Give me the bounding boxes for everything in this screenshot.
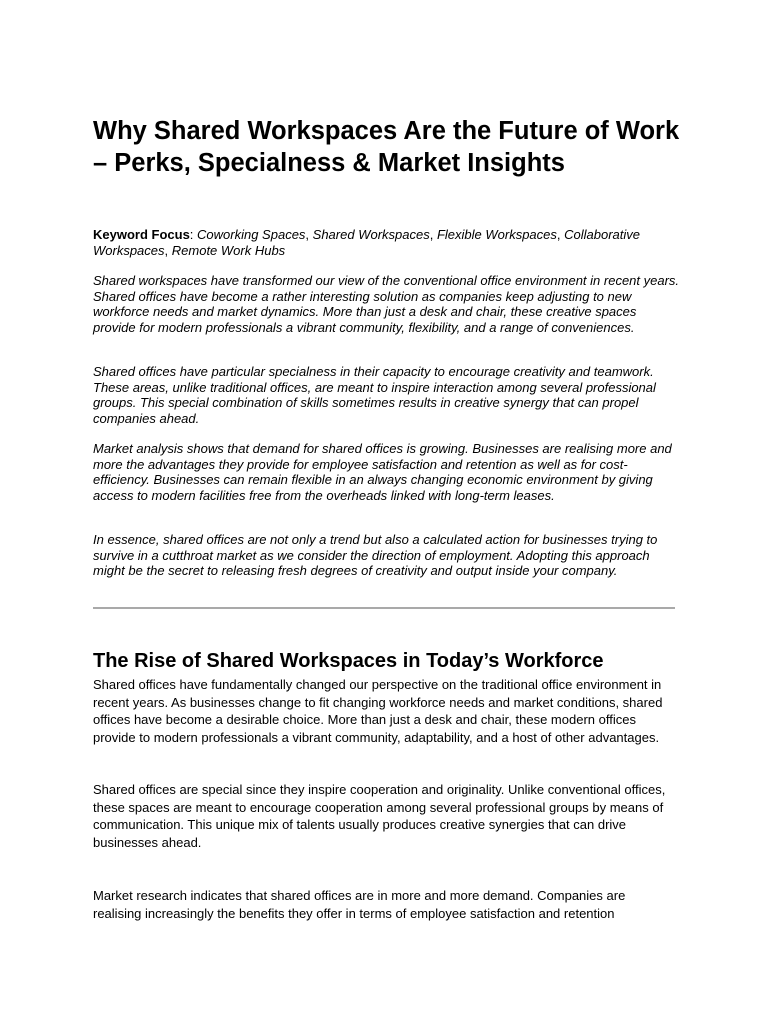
section-paragraph: Shared offices are special since they inspire cooperation and originality. Unlike conventional offices, these spaces are meant to encourage cooperation among several professional groups by means of communication. This unique mix of talents usually produces creative synergies that can drive businesses ahead. <box>93 782 666 850</box>
intro-paragraph: Market analysis shows that demand for shared offices is growing. Businesses are realising more and more the advantages they provide for employee satisfaction and retention as well as for cost-efficiency. Businesses can remain flexible in an always changing economic environment by giving access to modern facilities free from the overheads linked with long-term leases. <box>93 441 672 503</box>
intro-paragraph: In essence, shared offices are not only a trend but also a calculated action for businesses trying to survive in a cutthroat market as we consider the direction of employment. Adopting this approach might be the secret to releasing fresh degrees of creativity and output inside your company. <box>93 532 658 578</box>
keyword-focus: Keyword Focus: Coworking Spaces, Shared Workspaces, Flexible Workspaces, Collaborative Workspaces, Remote Work Hubs <box>93 227 640 258</box>
section-heading: The Rise of Shared Workspaces in Today’s Workforce <box>93 650 604 672</box>
intro-paragraph: Shared offices have particular specialness in their capacity to encourage creativity and teamwork. These areas, unlike traditional offices, are meant to inspire interaction among several professional groups. This special combination of skills sometimes results in creative synergy that can propel companies ahead. <box>93 364 656 426</box>
keyword-item: Remote Work Hubs <box>171 243 286 258</box>
section-paragraph: Shared offices have fundamentally changed our perspective on the traditional office environment in recent years. As businesses change to fit changing workforce needs and market conditions, shared offices have become a desirable choice. More than just a desk and chair, these modern offices provide to modern professionals a vibrant community, adaptability, and a host of other advantages. <box>93 677 663 745</box>
keyword-item: Shared Workspaces <box>312 227 430 242</box>
intro-paragraph: Shared workspaces have transformed our view of the conventional office environment in recent years. Shared offices have become a rather interesting solution as companies keep adjusting to new workforce needs and market dynamics. More than just a desk and chair, these creative spaces provide for modern professionals a vibrant community, flexibility, and a range of conveniences. <box>93 273 680 335</box>
section-divider <box>93 607 675 609</box>
keyword-item: Coworking Spaces <box>197 227 306 242</box>
section-paragraph: Market research indicates that shared offices are in more and more demand. Companies are realising increasingly the benefits they offer in terms of employee satisfaction and retention <box>93 888 626 921</box>
article-title: Why Shared Workspaces Are the Future of Work – Perks, Specialness & Market Insights <box>93 117 680 177</box>
keyword-item: Flexible Workspaces <box>436 227 557 242</box>
keyword-focus-label: Keyword Focus <box>93 227 190 242</box>
keyword-item: Collaborative Workspaces <box>93 227 640 258</box>
